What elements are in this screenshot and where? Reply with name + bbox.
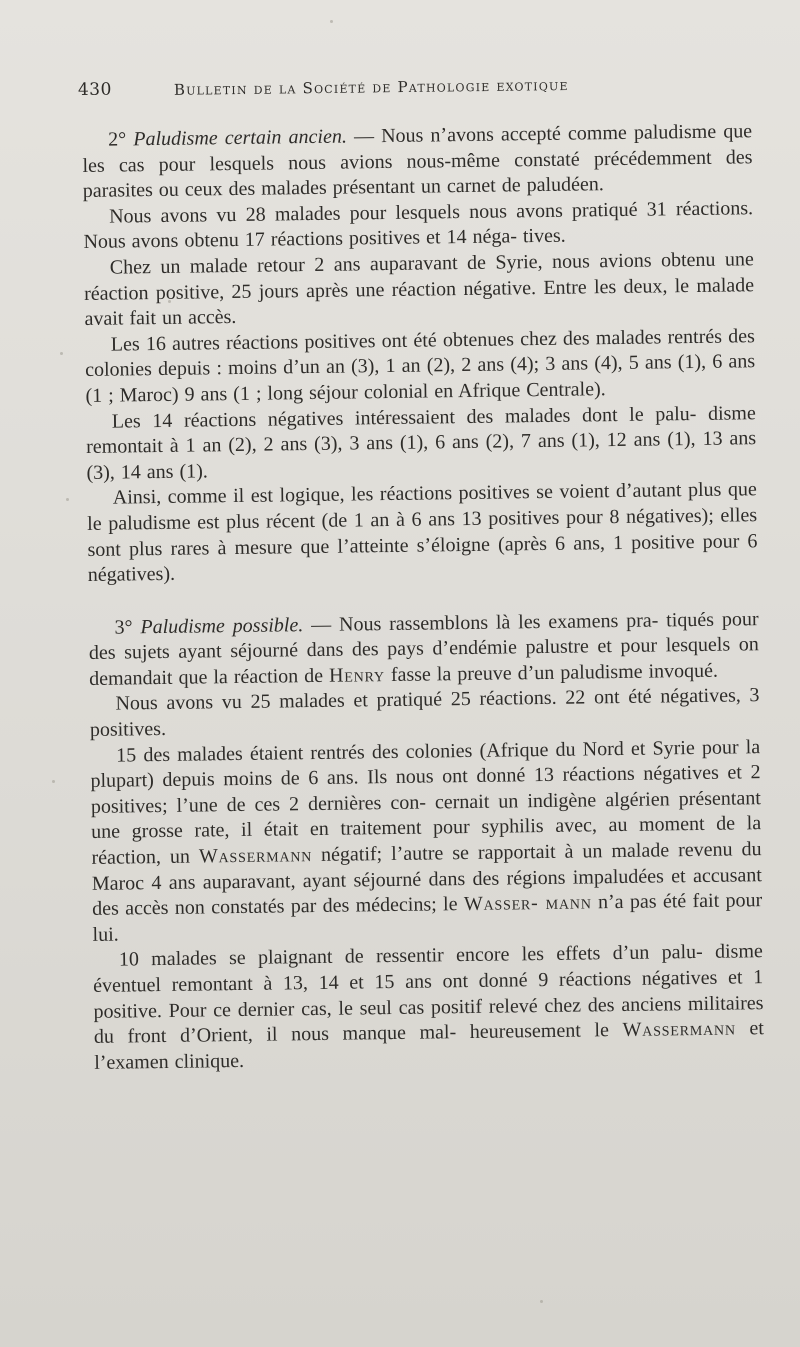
author-name: Wasser- mann: [463, 891, 592, 916]
scan-speck: [52, 780, 55, 783]
section-3-dash: —: [311, 613, 332, 636]
section-3-lead-text: Nous rassemblons là les examens pra- tiqués pour des sujets ayant séjourné dans des pays d’endémie palustre et pour lesquels on demandait que la réaction de: [88, 607, 759, 690]
section-2-intro-paragraph: [82, 119, 753, 205]
section-2-paragraph: Ainsi, comme il est logique, les réactions positives se voient d’autant plus que le paludisme est plus récent (de 1 an à 6 ans 13 positives pour 8 négatives); elles sont plus rares à mesure que l’atteinte s’éloigne (après 6 ans, 1 positive pour 6 négatives).: [87, 478, 758, 587]
scan-speck: [540, 1300, 543, 1303]
section-2-paragraph: Chez un malade retour 2 ans auparavant de Syrie, nous avions obtenu une réaction positive, 25 jours après une réaction négative. Entre les deux, le malade avait fait un accès.: [84, 248, 755, 331]
paragraph-text: n’a pas été fait pour lui.: [92, 889, 763, 946]
section-2-lead-text: Nous n’avons accepté comme paludisme que les cas pour lesquels nous avions nous-même constaté précédemment des parasites ou ceux des malades présentant un carnet de paludéen.: [82, 120, 753, 203]
paragraph-text: négatif; l’autre se rapportait à un malade revenu du Maroc 4 ans auparavant, ayant séjourné dans des régions impaludées et accusant des accès non constatés par des médecins; le: [91, 838, 762, 921]
section-3-title: Paludisme possible.: [140, 613, 304, 638]
section-2-number: 2°: [108, 128, 127, 151]
section-2-paragraph: Les 16 autres réactions positives ont été obtenues chez des malades rentrés des colonies depuis : moins d’un an (3), 1 an (2), 2 ans (4); 3 ans (4), 5 ans (1), 6 ans (1 ; Maroc) 9 ans (1 ; long séjour colonial en Afrique Centrale).: [85, 324, 756, 407]
scan-speck: [66, 498, 69, 501]
section-3-intro-paragraph: [88, 607, 759, 693]
author-name: Wassermann: [622, 1017, 736, 1042]
page-header: [78, 72, 768, 116]
page-number: 430: [77, 79, 112, 100]
section-2-dash: —: [353, 125, 375, 148]
section-2-title: Paludisme certain ancien.: [133, 125, 348, 151]
section-2-paragraph: Nous avons vu 28 malades pour lesquels nous avons pratiqué 31 réactions. Nous avons obtenu 17 réactions positives et 14 néga- tives.: [83, 197, 754, 254]
section-3-paragraph: Nous avons vu 25 malades et pratiqué 25 réactions. 22 ont été négatives, 3 positives.: [89, 684, 760, 742]
section-3-paragraph: [93, 940, 765, 1077]
paragraph-text: 10 malades se plaignant de ressentir encore les effets d’un palu- disme éventuel remontant à 13, 14 et 15 ans ont donné 9 réactions négatives et 1 positive. Pour ce dernier cas, le seul cas positif relevé chez des anciens militaires du front d’Orient, il nous manque mal- heureusement le: [93, 940, 764, 1049]
paragraph-text: 15 des malades étaient rentrés des colonies (Afrique du Nord et Syrie pour la plupart) depuis moins de 6 ans. Ils nous ont donné 13 réactions négatives et 2 positives; l’une de ces 2 dernières con- cernait un indigène algérien présentant une grosse rate, il était en traitement pour syphilis avec, au moment de la réaction, un: [90, 735, 762, 869]
running-title: Bulletin de la Société de Pathologie exotique: [173, 76, 569, 99]
author-name: Henry: [328, 663, 386, 687]
paragraph-text: et l’examen clinique.: [94, 1017, 765, 1074]
section-3-paragraph: [90, 735, 763, 949]
section-3-number: 3°: [114, 616, 133, 639]
section-3-lead-text: fasse la preuve d’un paludisme invoqué.: [390, 659, 719, 686]
author-name: Wassermann: [198, 844, 313, 868]
body-text: [82, 119, 764, 1076]
scan-speck: [60, 352, 63, 355]
section-2-paragraph: Les 14 réactions négatives intéressaient des malades dont le palu- disme remontait à 1 an (2), 2 ans (3), 3 ans (1), 6 ans (2), 7 ans (1), 12 ans (1), 13 ans (3), 14 ans (1).: [86, 401, 757, 484]
scan-speck: [330, 20, 333, 23]
